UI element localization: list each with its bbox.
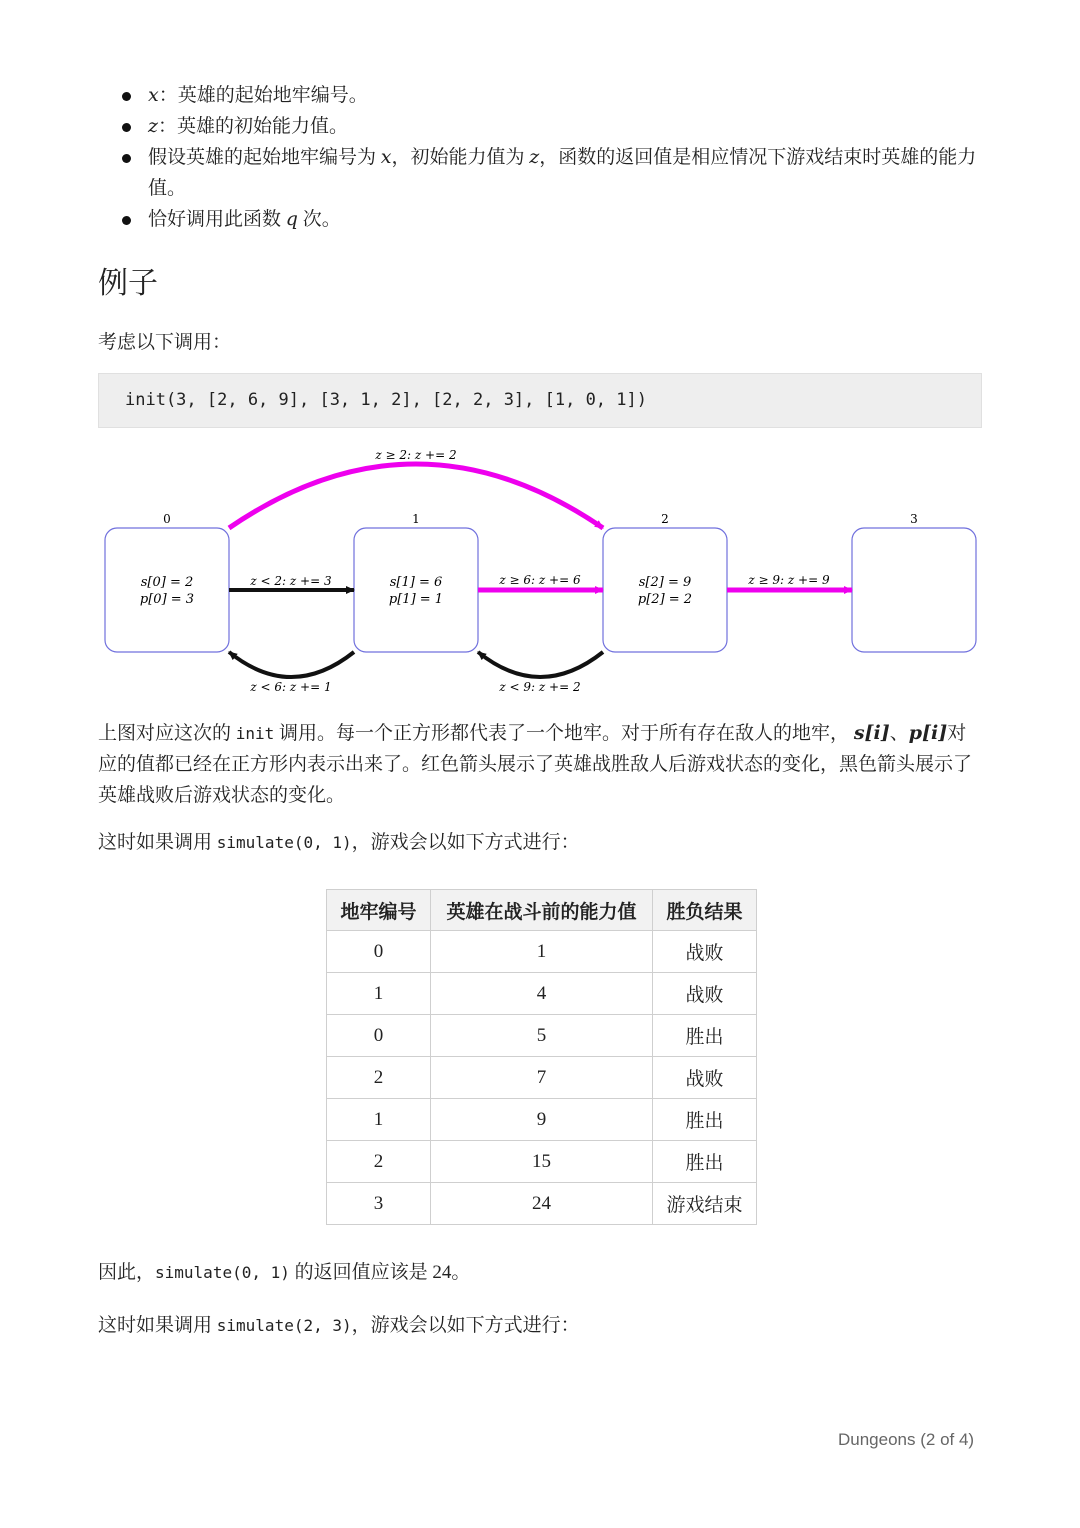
list-item [98,142,988,204]
lose-arrow-2-1 [478,652,603,677]
table-cell: 胜出 [653,1015,757,1057]
lose-arrow-1-0 [229,652,354,677]
paragraph-text: 这时如果调用 [98,832,217,853]
table-row [327,1183,757,1225]
edge-label: z ≥ 6: z += 6 [499,573,581,587]
table-cell: 2 [327,1057,431,1099]
table-row [327,931,757,973]
list-item [98,80,988,111]
table-cell: 24 [431,1183,653,1225]
column-header: 地牢编号 [327,890,431,931]
edge-label: z < 6: z += 1 [250,680,332,694]
dungeon-node-2 [603,528,727,652]
column-header: 胜负结果 [653,890,757,931]
inline-code: simulate(2, 3) [216,1316,352,1335]
table-cell: 1 [327,1099,431,1141]
page-footer: Dungeons (2 of 4) [838,1430,975,1449]
explain-text: 上图对应这次的 [98,723,236,744]
list-item-text: 恰好调用此函数 [148,209,286,230]
list-item-text: 假设英雄的起始地牢编号为 [148,147,381,168]
table-header-row [327,890,757,931]
table-cell: 胜出 [653,1141,757,1183]
dungeon-diagram [0,440,1080,705]
node-strength: s[0] = 2 [140,575,194,590]
edge-label: z ≥ 2: z += 2 [375,448,457,462]
inline-code: simulate(0, 1) [216,833,352,852]
explain-text: 对应的值都已经在正方形内表示出来了。红色箭头展示了英雄战胜敌人后游戏状态的变化，黑色箭头展示了英雄战败后游戏状态的变化。 [98,723,973,806]
table-cell: 1 [431,931,653,973]
math-expr: s[i] [853,722,890,744]
node-id-label: 3 [910,512,918,526]
edge-label: z < 2: z += 3 [250,574,332,588]
math-var: x [148,84,159,106]
list-item [98,204,988,235]
simulation-table [326,889,757,1225]
section-heading: 例子 [98,267,158,300]
math-var: z [148,115,159,137]
consider-text: 考虑以下调用： [98,332,232,353]
table-row [327,1099,757,1141]
table-cell: 2 [327,1141,431,1183]
math-var: x [380,146,392,168]
code-init: init(3, [2, 6, 9], [3, 1, 2], [2, 2, 3], [1, 0, 1]) [125,390,647,410]
table-row [327,1057,757,1099]
paragraph-text: 的返回值应该是 [289,1262,433,1283]
paragraph-text: ，游戏会以如下方式进行： [351,1315,580,1336]
table-row [327,1015,757,1057]
table-cell: 4 [431,973,653,1015]
table-cell: 9 [431,1099,653,1141]
list-item-text: 次。 [297,209,341,230]
list-item-text: ：英雄的起始地牢编号。 [158,85,368,106]
table-cell: 1 [327,973,431,1015]
simulate-1-text [98,827,984,858]
code-block [98,373,982,428]
node-strength: s[2] = 9 [638,575,692,590]
simulate-2-text [98,1310,984,1341]
result-value: 24 [432,1262,452,1283]
table-cell: 战败 [653,1057,757,1099]
table-cell: 0 [327,931,431,973]
dungeon-node-0 [105,528,229,652]
table-row [327,973,757,1015]
node-reward: p[0] = 3 [139,592,195,607]
table-row [327,1141,757,1183]
paragraph-text: 因此， [98,1262,156,1283]
table-cell: 战败 [653,931,757,973]
explain-paragraph [98,718,984,811]
paragraph-text: ，游戏会以如下方式进行： [351,832,580,853]
math-var: z [529,146,540,168]
table-cell: 胜出 [653,1099,757,1141]
node-strength: s[1] = 6 [389,575,443,590]
inline-code: init [235,724,275,743]
table-cell: 0 [327,1015,431,1057]
table-cell: 3 [327,1183,431,1225]
list-item-text: ：英雄的初始能力值。 [158,116,349,137]
edge-label: z ≥ 9: z += 9 [748,573,830,587]
paragraph-text: 。 [451,1262,471,1283]
table-cell: 15 [431,1141,653,1183]
bullet-list [98,80,988,235]
result-text [98,1257,984,1288]
math-expr: p[i] [908,722,948,744]
explain-text: 、 [889,723,909,744]
inline-code: simulate(0, 1) [155,1263,290,1282]
paragraph-text: 这时如果调用 [98,1315,217,1336]
list-item-text: ，初始能力值为 [391,147,530,168]
list-item [98,111,988,142]
explain-text: 调用。每一个正方形都代表了一个地牢。对于所有存在敌人的地牢， [274,723,850,744]
dungeon-node-3 [852,528,976,652]
list-item-text: ，函数的返回值是相应情况下游戏结束时英雄的能力值。 [148,147,977,199]
table-cell: 战败 [653,973,757,1015]
table-cell: 游戏结束 [653,1183,757,1225]
node-reward: p[1] = 1 [388,592,444,607]
column-header: 英雄在战斗前的能力值 [431,890,653,931]
table-cell: 5 [431,1015,653,1057]
node-id-label: 1 [412,512,420,526]
math-var: q [285,208,298,230]
node-id-label: 0 [163,512,171,526]
node-reward: p[2] = 2 [637,592,693,607]
dungeon-node-1 [354,528,478,652]
node-id-label: 2 [661,512,669,526]
table-cell: 7 [431,1057,653,1099]
edge-label: z < 9: z += 2 [499,680,581,694]
